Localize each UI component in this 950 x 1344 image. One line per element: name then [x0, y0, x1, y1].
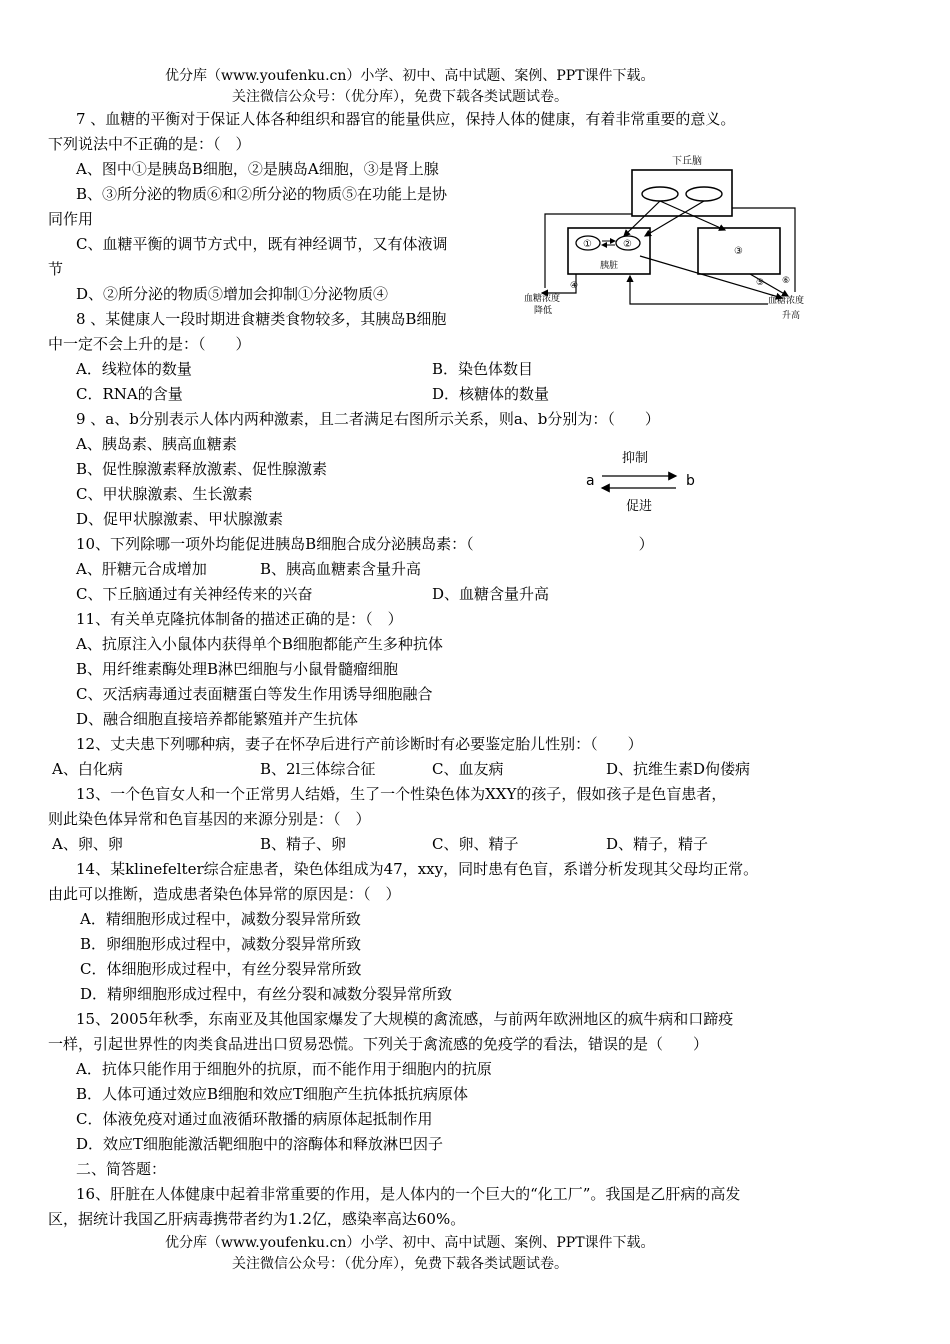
q9-option-b: B、促性腺激素释放激素、促性腺激素 [76, 460, 328, 478]
q7-option-c: C、血糖平衡的调节方式中，既有神经调节，又有体液调 [76, 235, 448, 253]
q15-stem-cont: 一样，引起世界性的肉类食品进出口贸易恐慌。下列关于禽流感的免疫学的看法，错误的是（ ） [48, 1035, 709, 1053]
q8-option-b: B．染色体数目 [432, 360, 534, 378]
q11-option-d: D、融合细胞直接培养都能繁殖并产生抗体 [76, 710, 359, 728]
q15-option-b: B．人体可通过效应B细胞和效应T细胞产生抗体抵抗病原体 [76, 1085, 469, 1103]
q8-stem-cont: 中一定不会上升的是：（ ） [48, 335, 251, 353]
q11-option-b: B、用纤维素酶处理B淋巴细胞与小鼠骨髓瘤细胞 [76, 660, 399, 678]
q14-option-b: B．卵细胞形成过程中，减数分裂异常所致 [80, 935, 362, 953]
q11-stem: 11、有关单克隆抗体制备的描述正确的是：（ ） [76, 610, 403, 628]
hormone-relation-diagram [580, 448, 710, 520]
hormone-a: a [586, 473, 595, 489]
q10-option-a: A、肝糖元合成增加 [76, 560, 207, 578]
label-2: ② [623, 239, 632, 250]
q13-option-c: C、卵、精子 [432, 835, 519, 853]
q7-stem-cont: 下列说法中不正确的是：（ ） [48, 135, 251, 153]
q13-option-d: D、精子，精子 [606, 835, 709, 853]
q15-option-a: A．抗体只能作用于细胞外的抗原，而不能作用于细胞内的抗原 [76, 1060, 492, 1078]
label-6: ⑥ [782, 276, 791, 286]
q7-option-d: D、②所分泌的物质⑤增加会抑制①分泌物质④ [76, 285, 389, 303]
q11-option-a: A、抗原注入小鼠体内获得单个B细胞都能产生多种抗体 [76, 635, 443, 653]
q8-option-d: D．核糖体的数量 [432, 385, 550, 403]
hypothalamus-box [632, 170, 732, 216]
q7-option-c-cont: 节 [48, 260, 64, 278]
q9-option-d: D、促甲状腺激素、甲状腺激素 [76, 510, 284, 528]
hypothalamus-label: 下丘脑 [672, 156, 702, 167]
low-sugar-label-1: 血糖浓度 [524, 294, 561, 304]
q14-option-a: A．精细胞形成过程中，减数分裂异常所致 [80, 910, 361, 928]
footer-line-1: 优分库（www.youfenku.cn）小学、初中、高中试题、案例、PPT课件下载。 [165, 1235, 655, 1251]
q8-option-a: A．线粒体的数量 [76, 360, 192, 378]
q16-stem-cont: 区，据统计我国乙肝病毒携带者约为1.2亿，感染率高达60%。 [48, 1210, 466, 1228]
label-3: ③ [734, 246, 743, 257]
high-sugar-label-1: 血糖浓度 [768, 296, 805, 306]
label-5: ⑤ [756, 278, 765, 288]
blood-sugar-regulation-diagram [520, 148, 840, 328]
high-sugar-label-2: 升高 [782, 311, 801, 321]
inhibit-label: 抑制 [622, 451, 649, 466]
q10-option-d: D、血糖含量升高 [432, 585, 550, 603]
q9-stem: 9 、a、b分别表示人体内两种激素，且二者满足右图所示关系，则a、b分别为：（ ） [76, 410, 660, 428]
low-sugar-label-2: 降低 [534, 306, 553, 316]
q10-option-b: B、胰高血糖素含量升高 [260, 560, 422, 578]
header-line-1: 优分库（www.youfenku.cn）小学、初中、高中试题、案例、PPT课件下载。 [165, 68, 655, 84]
q14-stem: 14、某klinefelter综合症患者，染色体组成为47，xxy，同时患有色盲，系谱分析发现其父母均正常。 [76, 860, 759, 878]
label-1: ① [583, 239, 592, 250]
q12-option-c: C、血友病 [432, 760, 504, 778]
q12-option-d: D、抗维生素D佝偻病 [606, 760, 751, 778]
q15-stem: 15、2005年秋季，东南亚及其他国家爆发了大规模的禽流感，与前两年欧洲地区的疯牛病和口蹄疫 [76, 1010, 734, 1028]
q13-stem-cont: 则此染色体异常和色盲基因的来源分别是：（ ） [48, 810, 371, 828]
q12-option-a: A、白化病 [52, 760, 123, 778]
q9-option-a: A、胰岛素、胰高血糖素 [76, 435, 237, 453]
section-title-short-answer: 二、简答题： [76, 1160, 167, 1178]
q13-option-b: B、精子、卵 [260, 835, 347, 853]
q16-stem: 16、肝脏在人体健康中起着非常重要的作用，是人体内的一个巨大的“化工厂”。我国是乙肝病的高发 [76, 1185, 741, 1203]
hormone-b: b [686, 473, 695, 489]
q10-stem: 10、下列除哪一项外均能促进胰岛B细胞合成分泌胰岛素：（ ） [76, 535, 654, 553]
footer-line-2: 关注微信公众号：（优分库），免费下载各类试题试卷。 [232, 1256, 568, 1272]
promote-label: 促进 [626, 499, 653, 514]
q15-option-c: C．体液免疫对通过血液循环散播的病原体起抵制作用 [76, 1110, 433, 1128]
hypothalamus-nucleus-left [642, 187, 678, 201]
q7-option-b: B、③所分泌的物质⑥和②所分泌的物质⑤在功能上是协 [76, 185, 448, 203]
q12-option-b: B、2l三体综合征 [260, 760, 376, 778]
hypothalamus-nucleus-right [686, 187, 722, 201]
q8-stem: 8 、某健康人一段时期进食糖类食物较多，其胰岛B细胞 [76, 310, 447, 328]
header-line-2: 关注微信公众号：（优分库），免费下载各类试题试卷。 [232, 89, 568, 105]
pancreas-label: 胰脏 [600, 261, 619, 271]
q14-option-d: D．精卵细胞形成过程中，有丝分裂和减数分裂异常所致 [80, 985, 453, 1003]
q7-option-b-cont: 同作用 [48, 210, 94, 228]
label-4: ④ [570, 281, 579, 291]
q15-option-d: D．效应T细胞能激活靶细胞中的溶酶体和释放淋巴因子 [76, 1135, 444, 1153]
q7-option-a: A、图中①是胰岛B细胞，②是胰岛A细胞，③是肾上腺 [76, 160, 439, 178]
q9-option-c: C、甲状腺激素、生长激素 [76, 485, 253, 503]
q14-option-c: C．体细胞形成过程中，有丝分裂异常所致 [80, 960, 362, 978]
q11-option-c: C、灭活病毒通过表面糖蛋白等发生作用诱导细胞融合 [76, 685, 433, 703]
q13-stem: 13、一个色盲女人和一个正常男人结婚，生了一个性染色体为XXY的孩子，假如孩子是色盲患者， [76, 785, 727, 803]
q8-option-c: C．RNA的含量 [76, 385, 183, 403]
q10-option-c: C、下丘脑通过有关神经传来的兴奋 [76, 585, 313, 603]
q12-stem: 12、丈夫患下列哪种病，妻子在怀孕后进行产前诊断时有必要鉴定胎儿性别：（ ） [76, 735, 643, 753]
q7-stem: 7 、血糖的平衡对于保证人体各种组织和器官的能量供应，保持人体的健康，有着非常重要的意义。 [76, 110, 736, 128]
q14-stem-cont: 由此可以推断，造成患者染色体异常的原因是：（ ） [48, 885, 401, 903]
q13-option-a: A、卵、卵 [52, 835, 123, 853]
